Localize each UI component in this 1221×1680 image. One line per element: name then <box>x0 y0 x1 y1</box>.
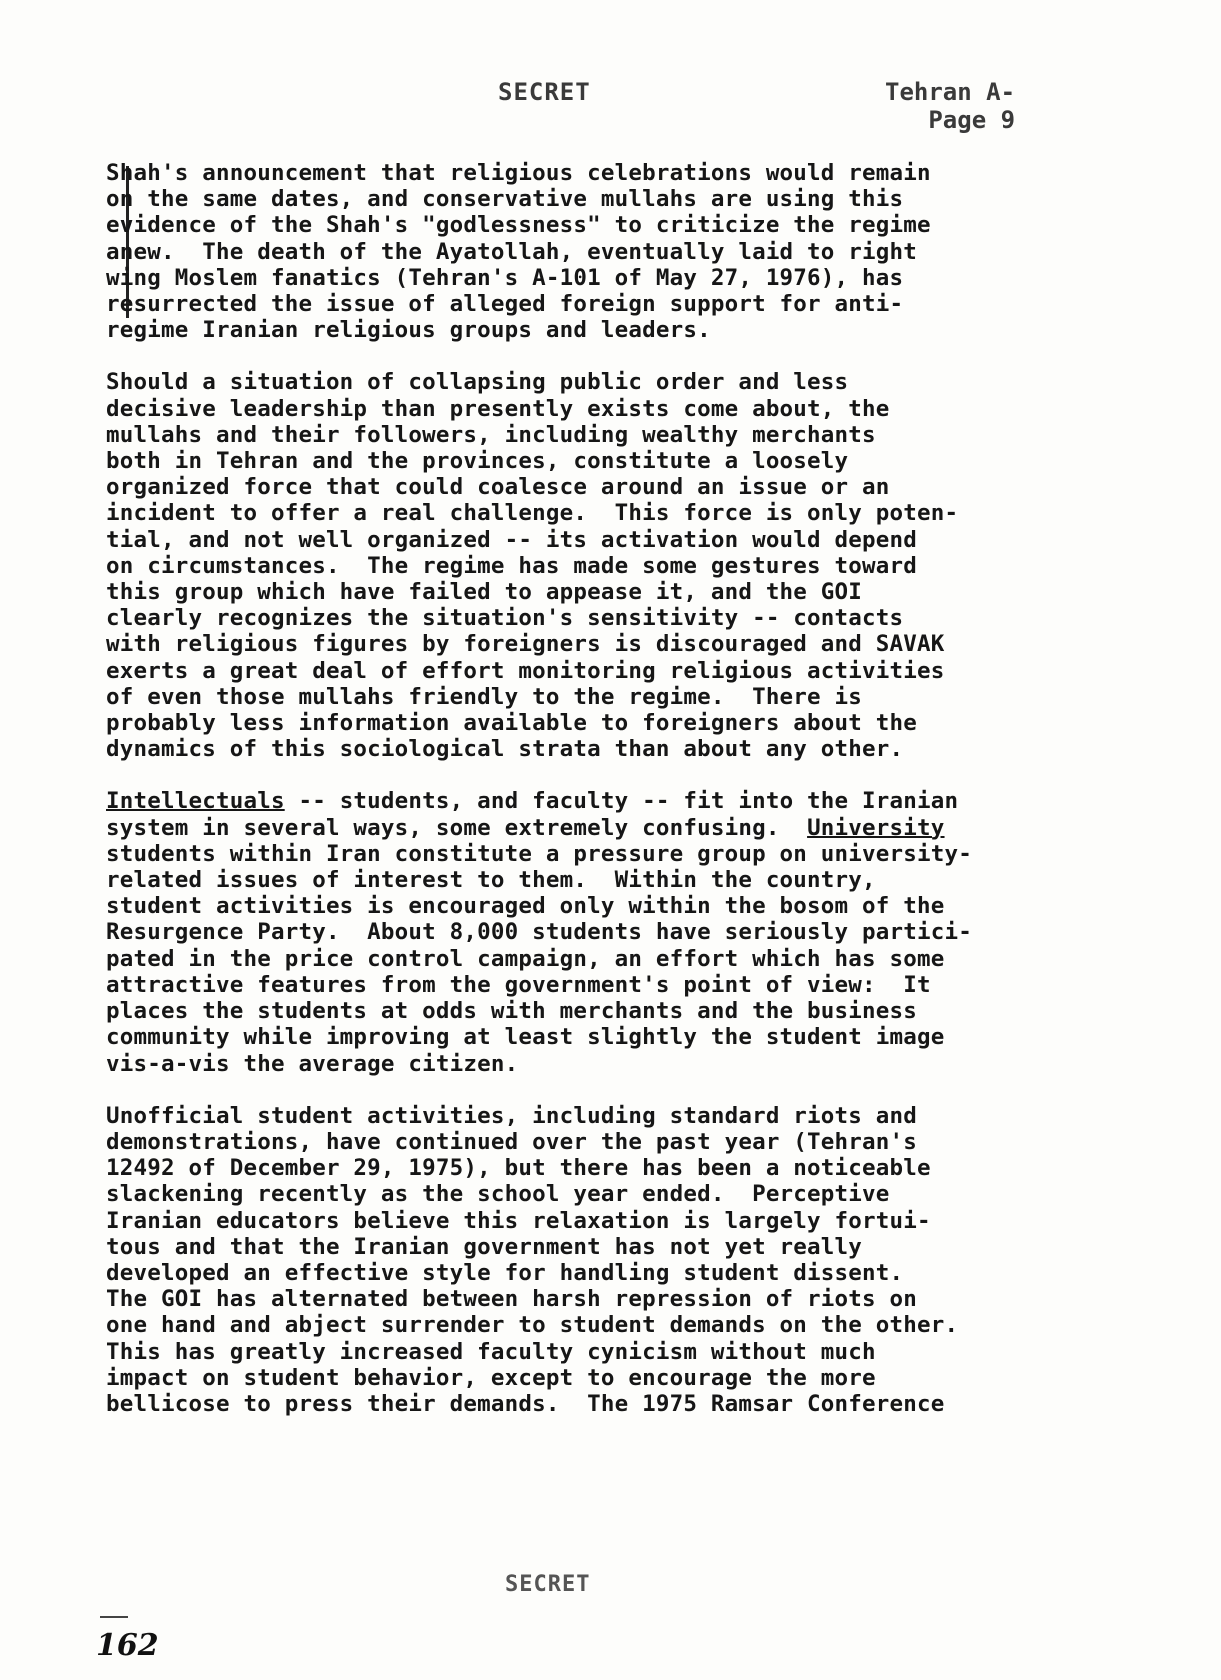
text-line: bellicose to press their demands. The 1975 Ramsar Conference <box>106 1390 945 1417</box>
text-line: tous and that the Iranian government has not yet really <box>106 1233 863 1260</box>
underlined-heading-intellectuals: Intellectuals <box>106 788 285 815</box>
text-line: with religious figures by foreigners is discouraged and SAVAK <box>106 631 945 658</box>
reference-page: Page 9 <box>928 106 1016 134</box>
text-line: Should a situation of collapsing public order and less <box>106 369 849 396</box>
text-line: on circumstances. The regime has made some gestures toward <box>106 552 918 579</box>
text-line <box>106 788 1166 814</box>
document-body <box>106 160 1166 1443</box>
text-line: incident to offer a real challenge. This force is only poten- <box>106 500 959 527</box>
text-line: evidence of the Shah's "godlessness" to criticize the regime <box>106 212 931 239</box>
text-fragment: -- students, and faculty -- fit into the Iranian <box>284 788 959 815</box>
underlined-heading-university: University <box>807 814 945 841</box>
text-line: both in Tehran and the provinces, constitute a loosely <box>106 448 849 475</box>
text-line: This has greatly increased faculty cynicism without much <box>106 1338 876 1365</box>
text-line: tial, and not well organized -- its activation would depend <box>106 526 918 553</box>
text-line: wing Moslem fanatics (Tehran's A-101 of May 27, 1976), has <box>106 264 904 291</box>
text-line: Iranian educators believe this relaxation is largely fortui- <box>106 1207 931 1234</box>
text-line: regime Iranian religious groups and leaders. <box>106 317 711 344</box>
text-line: related issues of interest to them. Within the country, <box>106 867 876 894</box>
text-line: impact on student behavior, except to encourage the more <box>106 1364 876 1391</box>
text-line: anew. The death of the Ayatollah, eventually laid to right <box>106 238 918 265</box>
page-number-mark <box>100 1616 128 1618</box>
text-line: mullahs and their followers, including wealthy merchants <box>106 421 876 448</box>
page-number: 162 <box>96 1628 159 1663</box>
text-line: vis-a-vis the average citizen. <box>106 1050 519 1077</box>
text-line: of even those mullahs friendly to the regime. There is <box>106 683 863 710</box>
paragraph-religious-celebrations <box>106 160 1166 343</box>
text-line: probably less information available to foreigners about the <box>106 710 918 737</box>
text-line: student activities is encouraged only within the bosom of the <box>106 893 945 920</box>
paragraph-unofficial-student-activities <box>106 1103 1166 1417</box>
text-line: dynamics of this sociological strata than about any other. <box>106 736 904 763</box>
text-line: slackening recently as the school year ended. Perceptive <box>106 1181 890 1208</box>
text-line: developed an effective style for handling student dissent. <box>106 1259 904 1286</box>
text-line: exerts a great deal of effort monitoring religious activities <box>106 657 945 684</box>
text-line: places the students at odds with merchants and the business <box>106 998 918 1025</box>
text-line: Shah's announcement that religious celebrations would remain <box>106 160 931 186</box>
text-line: demonstrations, have continued over the past year (Tehran's <box>106 1128 918 1155</box>
text-line: pated in the price control campaign, an effort which has some <box>106 945 945 972</box>
text-line: Resurgence Party. About 8,000 students have seriously partici- <box>106 919 973 946</box>
document-reference <box>885 78 1015 134</box>
text-line: community while improving at least slightly the student image <box>106 1024 945 1051</box>
reference-airgram: Tehran A- <box>885 78 1016 106</box>
text-line: decisive leadership than presently exists come about, the <box>106 395 890 422</box>
classification-footer: SECRET <box>505 1572 591 1597</box>
text-line: 12492 of December 29, 1975), but there has been a noticeable <box>106 1155 931 1182</box>
paragraph-collapsing-order <box>106 369 1166 762</box>
text-line: resurrected the issue of alleged foreign support for anti- <box>106 291 904 318</box>
paragraph-intellectuals <box>106 788 1166 1076</box>
text-line: this group which have failed to appease it, and the GOI <box>106 579 863 606</box>
classification-header: SECRET <box>498 78 591 106</box>
text-line: organized force that could coalesce around an issue or an <box>106 474 890 501</box>
text-line: clearly recognizes the situation's sensitivity -- contacts <box>106 605 904 632</box>
text-line: on the same dates, and conservative mullahs are using this <box>106 186 904 213</box>
text-fragment: system in several ways, some extremely confusing. <box>106 814 808 841</box>
text-line <box>106 815 1166 841</box>
text-line: students within Iran constitute a pressure group on university- <box>106 840 973 867</box>
text-line: Unofficial student activities, including standard riots and <box>106 1102 918 1129</box>
text-line: attractive features from the government's point of view: It <box>106 971 931 998</box>
text-line: one hand and abject surrender to student demands on the other. <box>106 1312 959 1339</box>
text-line: The GOI has alternated between harsh repression of riots on <box>106 1286 918 1313</box>
